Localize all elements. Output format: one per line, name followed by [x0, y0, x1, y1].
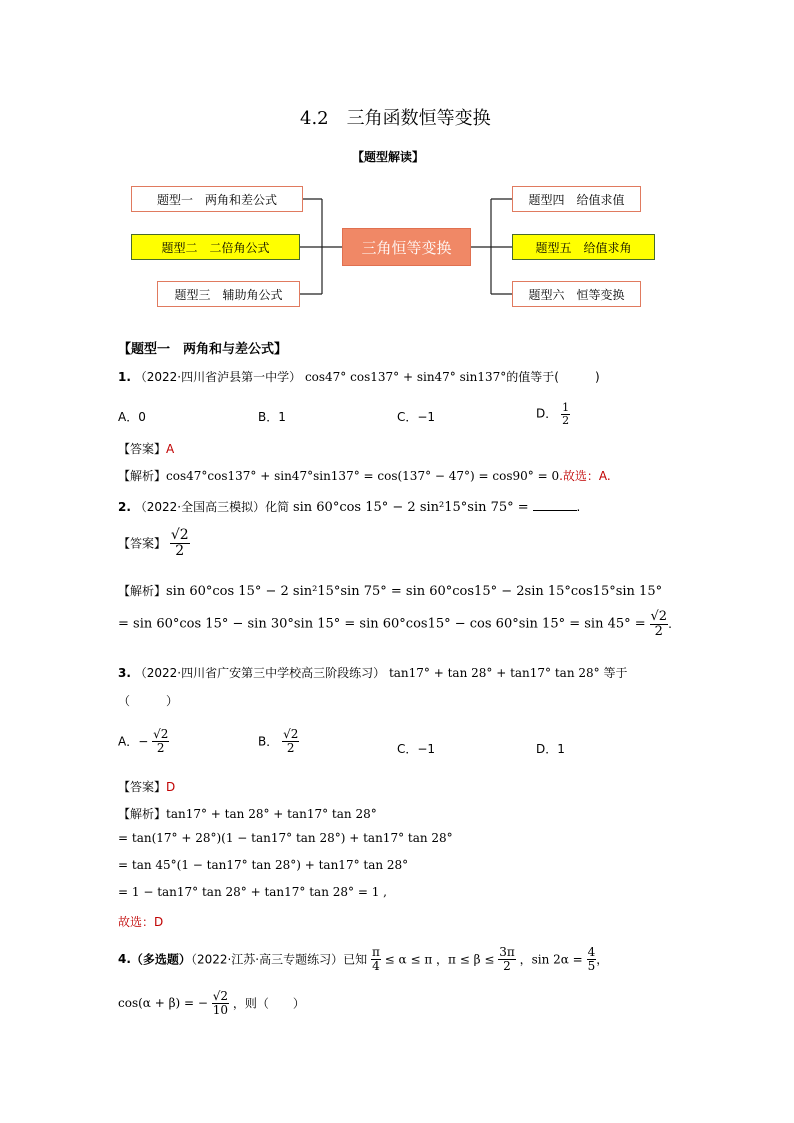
question-paren: （ ）: [118, 694, 179, 708]
fraction: $\frac{3\pi}{2}$: [499, 945, 515, 973]
analysis-label: 【解析】: [118, 584, 167, 598]
mindmap-node-type5: 题型五 给值求角: [512, 234, 655, 260]
question-number: 2.: [118, 500, 131, 514]
analysis-step: = 1 − tan17° tan 28° + tan17° tan 28° = 1 ,: [118, 885, 387, 899]
answer-label: 【答案】: [118, 442, 167, 456]
fraction: $\frac{1}{2}$: [562, 401, 570, 427]
option-d: D． $\frac{1}{2}$: [536, 401, 570, 427]
analysis-3: [118, 805, 377, 822]
analysis-2: [118, 582, 662, 599]
fraction: $\frac{\pi}{4}$: [371, 945, 380, 973]
option-c: C．−1: [397, 742, 436, 756]
option-a: A．0: [118, 410, 146, 424]
question-tail: 的值等于( ): [506, 370, 600, 384]
mindmap-node-type2: 题型二 二倍角公式: [131, 234, 300, 260]
question-number: 4.: [118, 952, 131, 967]
condition: ，sin 2α =: [519, 952, 583, 967]
answer-blank: [533, 500, 577, 511]
analysis-tail: .故选：A.: [559, 469, 611, 483]
mindmap-node-type6: 题型六 恒等变换: [512, 281, 641, 307]
mindmap-node-type4: 题型四 给值求值: [512, 186, 641, 212]
question-number: 3.: [118, 666, 131, 680]
answer-label: 【答案】: [118, 780, 167, 794]
question-tail: ，则（ ）: [232, 996, 305, 1011]
fraction: $\frac{√2}{2}$: [650, 609, 668, 639]
page-title: 4.2 三角函数恒等变换: [300, 108, 491, 129]
fraction: $\frac{√2}{2}$: [153, 727, 169, 755]
question-source: （2022·全国高三模拟）化简: [134, 500, 290, 514]
question-tag: （多选题）: [130, 952, 191, 967]
fraction: $\frac{√2}{10}$: [212, 989, 229, 1017]
analysis-line-1: sin 60°cos 15° − 2 sin²15°sin 75° = sin 60°cos15° − 2sin 15°cos15°sin 15°: [166, 584, 663, 599]
fraction: $\frac{4}{5}$: [587, 945, 596, 973]
mindmap-center-node: 三角恒等变换: [342, 228, 471, 266]
answer-2: [118, 528, 190, 558]
condition: ≤ α ≤ π ，π ≤ β ≤: [384, 952, 495, 967]
option-a: A．− $\frac{√2}{2}$: [118, 727, 169, 755]
mindmap-node-type1: 题型一 两角和差公式: [131, 186, 303, 212]
section-subtitle: 【题型解读】: [352, 150, 425, 164]
answer-fraction: $\frac{√2}{2}$: [170, 527, 189, 559]
fraction: $\frac{√2}{2}$: [283, 727, 299, 755]
answer-label: 【答案】: [118, 536, 167, 551]
condition: cos(α + β) = −: [118, 996, 208, 1011]
question-source: （2022·四川省广安第三中学校高三阶段练习）: [134, 666, 386, 680]
option-d: D．1: [536, 742, 565, 756]
question-expression: sin 60°cos 15° − 2 sin²15°sin 75° =: [292, 500, 529, 515]
question-2: 2. （2022·全国高三模拟）化简 sin 60°cos 15° − 2 sin²15°sin 75° = .: [118, 500, 581, 515]
question-4: 4.（多选题）（2022·江苏·高三专题练习）已知 $\frac{\pi}{4}$ ≤ α ≤ π ，π ≤ β ≤ $\frac{3\pi}{2}$ ，sin 2α = $\frac{4}{5}$ ，: [118, 945, 609, 973]
option-b: B． $\frac{√2}{2}$: [258, 727, 299, 755]
question-1: [118, 368, 600, 385]
analysis-conclusion: 故选：D: [118, 915, 164, 929]
question-tail: 等于: [603, 666, 628, 680]
question-source: （2022·四川省泸县第一中学）: [134, 370, 302, 384]
analysis-2-line-2: = sin 60°cos 15° − sin 30°sin 15° = sin 60°cos15° − cos 60°sin 15° = sin 45° = $\frac{√2}{2}$ .: [118, 609, 672, 639]
answer-1: [118, 440, 174, 457]
answer-value: A: [166, 442, 175, 456]
section-heading: 【题型一 两角和与差公式】: [118, 342, 288, 357]
analysis-step: = tan(17° + 28°)(1 − tan17° tan 28°) + tan17° tan 28°: [118, 831, 453, 845]
mindmap-connectors: [0, 0, 794, 320]
answer-3: [118, 778, 175, 795]
question-source: （2022·江苏·高三专题练习）已知: [190, 952, 368, 967]
analysis-label: 【解析】: [118, 807, 167, 821]
analysis-step: tan17° + tan 28° + tan17° tan 28°: [166, 807, 377, 821]
question-number: 1.: [118, 370, 131, 384]
question-3: [118, 664, 628, 681]
analysis-line-2: = sin 60°cos 15° − sin 30°sin 15° = sin 60°cos15° − cos 60°sin 15° = sin 45° =: [118, 616, 646, 632]
option-c: C．−1: [397, 410, 436, 424]
question-4-line-2: [118, 990, 305, 1016]
analysis-label: 【解析】: [118, 469, 167, 483]
answer-value: D: [166, 780, 176, 794]
question-expression: tan17° + tan 28° + tan17° tan 28°: [388, 666, 600, 680]
analysis-step: = tan 45°(1 − tan17° tan 28°) + tan17° tan 28°: [118, 858, 409, 872]
mindmap-node-type3: 题型三 辅助角公式: [157, 281, 300, 307]
analysis-1: [118, 467, 611, 484]
question-expression: cos47° cos137° + sin47° sin137°: [304, 370, 507, 384]
analysis-expression: cos47°cos137° + sin47°sin137° = cos(137° − 47°) = cos90° = 0: [166, 469, 560, 483]
option-b: B．1: [258, 410, 286, 424]
